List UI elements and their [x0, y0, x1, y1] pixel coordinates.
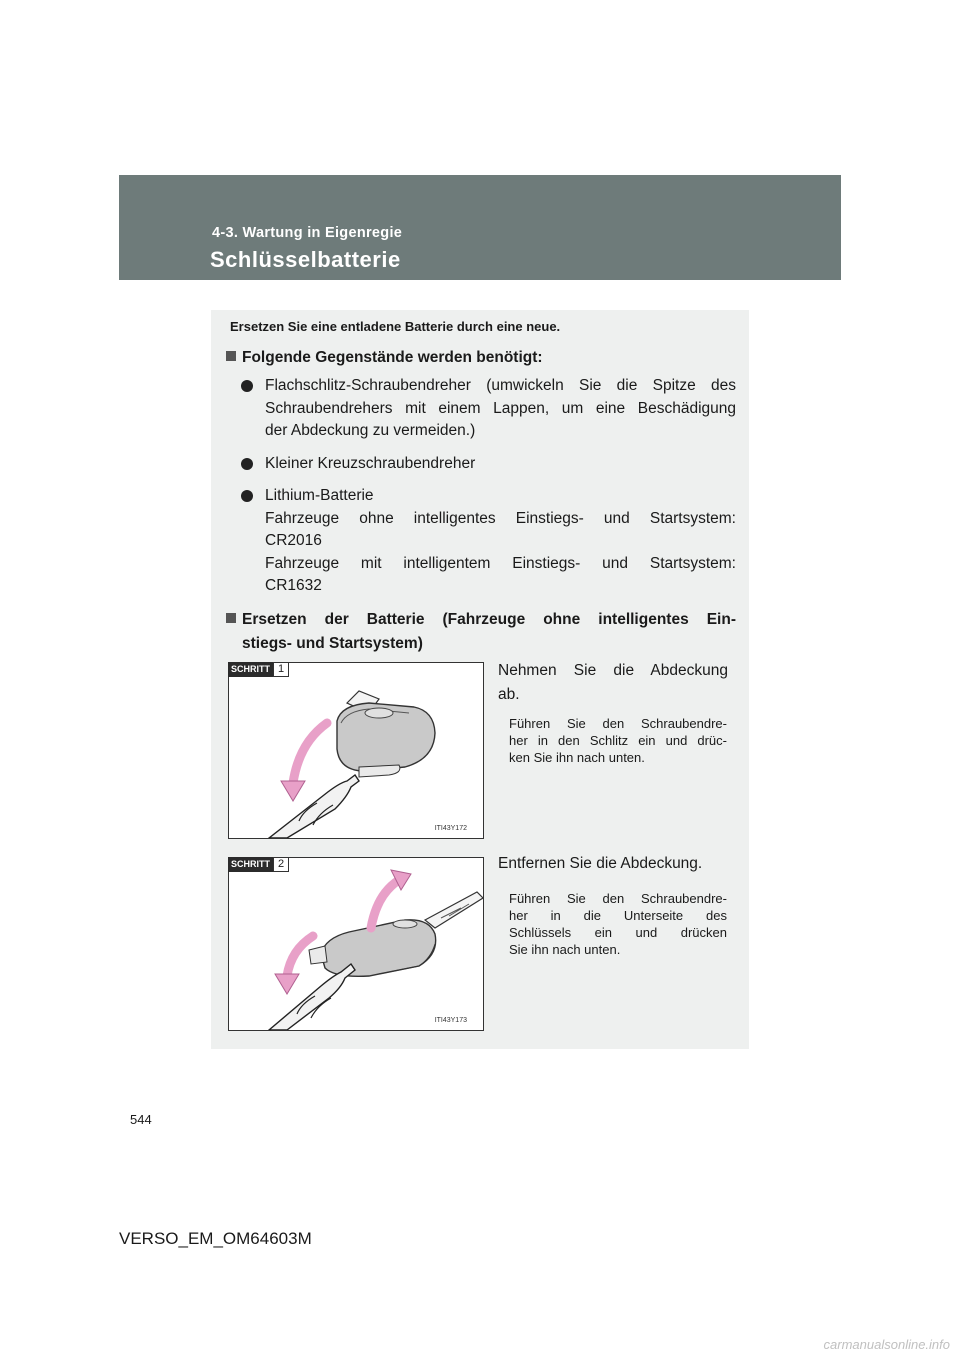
step-1-figure	[228, 662, 484, 839]
list-item	[246, 453, 736, 476]
item-line: der Abdeckung zu vermeiden.)	[265, 422, 476, 439]
figure-code: ITI43Y172	[434, 825, 467, 832]
square-bullet-icon	[226, 613, 236, 623]
key-cover-illustration	[229, 663, 483, 838]
page-number: 544	[130, 1112, 152, 1127]
key-underside-illustration	[229, 858, 483, 1030]
figure-code: ITI43Y173	[434, 1017, 467, 1024]
item-line: Kleiner Kreuzschraubendreher	[265, 455, 476, 472]
item-line: Flachschlitz-Schraubendreher (umwickeln Sie die Spitze des	[265, 377, 736, 394]
requirements-heading: Folgende Gegenstände werden benötigt:	[226, 346, 736, 370]
bullet-dot-icon	[241, 380, 253, 392]
item-line: Fahrzeuge mit intelligentem Einstiegs- und Startsystem:	[265, 554, 736, 572]
step-1-note: Führen Sie den Schraubendre- her in den Schlitz ein und drüc- ken Sie ihn nach unten.	[509, 716, 727, 765]
item-line: CR1632	[265, 577, 322, 594]
replace-heading: Ersetzen der Batterie (Fahrzeuge ohne intelligentes Ein- stiegs- und Startsystem)	[226, 608, 736, 656]
bullet-dot-icon	[241, 458, 253, 470]
watermark-text: carmanualsonline.info	[823, 1337, 950, 1352]
list-item	[246, 375, 736, 443]
step-2-figure	[228, 857, 484, 1031]
step-badge: SCHRITT 2	[228, 857, 289, 872]
list-item	[246, 485, 736, 598]
intro-text: Ersetzen Sie eine entladene Batterie durch eine neue.	[230, 319, 561, 334]
square-bullet-icon	[226, 351, 236, 361]
item-line: CR2016	[265, 532, 322, 549]
step-badge: SCHRITT 1	[228, 662, 289, 677]
content-box	[211, 310, 749, 1049]
page-title: Schlüsselbatterie	[210, 247, 401, 272]
document-code: VERSO_EM_OM64603M	[119, 1229, 312, 1248]
chapter-header-band	[119, 175, 841, 280]
step-2-title: Entfernen Sie die Abdeckung.	[498, 855, 703, 872]
step-1-title: Nehmen Sie die Abdeckung ab.	[498, 662, 728, 703]
section-label: 4-3. Wartung in Eigenregie	[212, 225, 403, 241]
item-line: Fahrzeuge ohne intelligentes Einstiegs- und Startsystem:	[265, 509, 736, 527]
step-2-note: Führen Sie den Schraubendre- her in die Unterseite des Schlüssels ein und drücken Sie ihn nach unten.	[509, 891, 727, 957]
item-line: Schraubendrehers mit einem Lappen, um eine Beschädigung	[265, 399, 736, 417]
item-line: Lithium-Batterie	[265, 487, 374, 504]
bullet-dot-icon	[241, 490, 253, 502]
